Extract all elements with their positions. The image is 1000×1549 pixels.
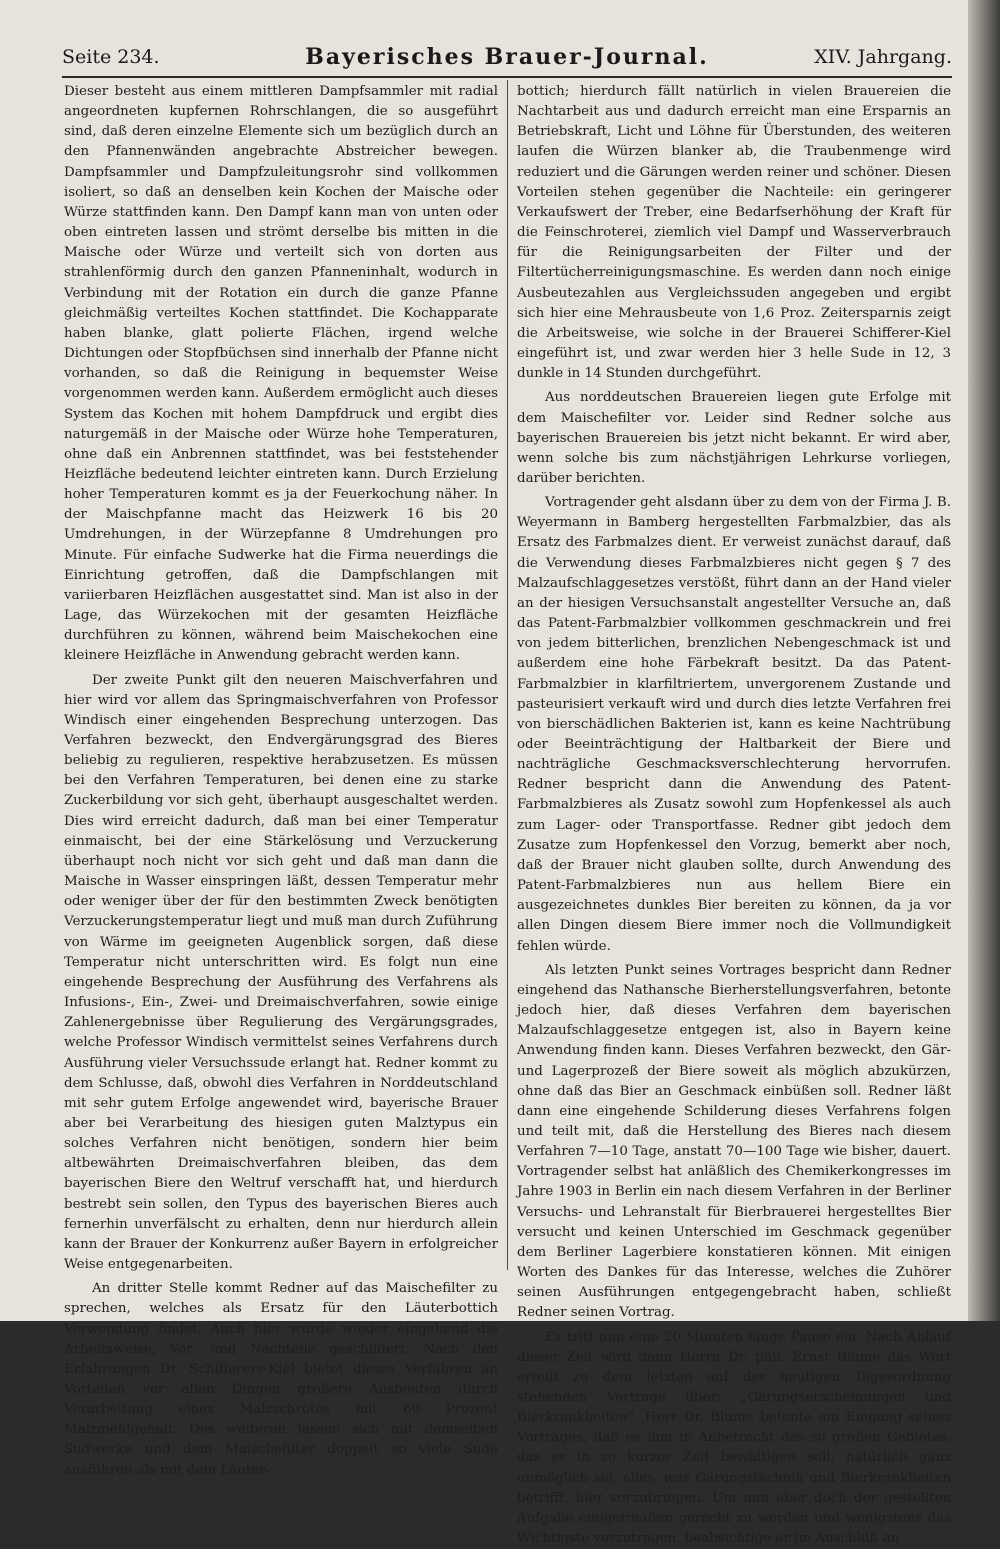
right-column	[517, 82, 951, 1547]
journal-title: Bayerisches Brauer-Journal.	[305, 44, 709, 70]
paragraph: Als letzten Punkt seines Vortrages bespricht dann Redner eingehend das Nathansche Bierherstellungsverfahren, betonte jedoch hier, daß dieses Verfahren dem bayerischen Malzaufschlaggesetze entgegen ist, also in Bayern keine Anwendung finden kann. Dieses Verfahren bezweckt, den Gär- und Lagerprozeß der Biere soweit als möglich abzukürzen, ohne daß das Bier an Geschmack einbüßen soll. Redner läßt dann eine eingehende Schilderung dieses Verfahrens folgen und teilt mit, daß die Herstellung des Bieres nach diesem Verfahren 7—10 Tage, anstatt 70—100 Tage wie bisher, dauert. Vortragender selbst hat anläßlich des Chemikerkongresses im Jahre 1903 in Berlin ein nach diesem Verfahren in der Berliner Versuchs- und Lehranstalt für Bierbrauerei hergestelltes Bier versucht und keinen Unterschied im Geschmack gegenüber dem Berliner Lagerbiere konstatieren können. Mit einigen Worten des Dankes für das Interesse, welches die Zuhörer seinen Ausführungen entgegengebracht haben, schließt Redner seinen Vortrag.	[517, 962, 951, 1321]
paragraph: Vortragender geht alsdann über zu dem von der Firma J. B. Weyermann in Bamberg hergestellten Farbmalzbier, das als Ersatz des Farbmalzes dient. Er verweist zunächst darauf, daß die Verwendung dieses Farbmalzbieres nicht gegen § 7 des Malzaufschlaggesetzes verstößt, führt dann an der Hand vieler an der hiesigen Versuchsanstalt angestellter Versuche an, daß das Patent-Farbmalzbier vollkommen geschmackrein und frei von jedem bitterlichen, brenzlichen Nebengeschmack ist und außerdem eine hohe Färbekraft besitzt. Da das Patent-Farbmalzbier in klarfiltriertem, unvergorenem Zustande und pasteurisiert verkauft wird und durch dies letzte Verfahren frei von bierschädlichen Bakterien ist, kann es keine Nachtrübung oder Beeinträchtigung der Haltbarkeit der Biere und nachträgliche Geschmacksverschlechterung hervorrufen. Redner bespricht dann die Anwendung des Patent-Farbmalzbieres als Zusatz sowohl zum Hopfenkessel als auch zum Lager- oder Transportfasse. Redner gibt jedoch dem Zusatze zum Hopfenkessel den Vorzug, bemerkt aber noch, daß der Brauer nicht glauben sollte, durch Anwendung des Patent-Farbmalzbieres nun aus hellem Biere ein ausgezeichnetes dunkles Bier bereiten zu können, da ja vor allen Dingen diesem Biere immer noch die Vollmundigkeit fehlen würde.	[517, 495, 951, 954]
paragraph: Der zweite Punkt gilt den neueren Maischverfahren und hier wird vor allem das Springmaischverfahren von Professor Windisch einer eingehenden Besprechung unterzogen. Das Verfahren bezweckt, den Endvergärungsgrad des Bieres beliebig zu regulieren, respektive herabzusetzen. Es müssen bei den Verfahren Temperaturen, bei denen eine zu starke Zuckerbildung vor sich geht, überhaupt ausgeschaltet werden. Dies wird erreicht dadurch, daß man bei einer Temperatur einmaischt, bei der eine Stärkelösung und Verzuckerung überhaupt noch nicht vor sich geht und daß man dann die Maische in Wasser einspringen läßt, dessen Temperatur mehr oder weniger über der für den bestimmten Zweck benötigten Verzuckerungstemperatur liegt und muß man durch Zuführung von Wärme im geeigneten Augenblick sorgen, daß diese Temperatur nicht unterschritten wird. Es folgt nun eine eingehende Besprechung der Ausführung des Verfahrens als Infusions-, Ein-, Zwei- und Dreimaischverfahren, sowie einige Zahlenergebnisse über Regulierung des Vergärungsgrades, welche Professor Windisch vermittelst seines Verfahrens durch Ausführung vieler Versuchssude erlangt hat. Redner kommt zu dem Schlusse, daß, obwohl dies Verfahren in Norddeutschland mit sehr gutem Erfolge angewendet wird, bayerische Brauer aber bei Verarbeitung des hiesigen guten Malztypus ein solches Verfahren nicht benötigen, sondern hier beim altbewährten Dreimaischverfahren bleiben, das dem bayerischen Biere den Weltruf verschafft hat, und hierdurch bestrebt sein sollen, den Typus des bayerischen Bieres auch fernerhin unverfälscht zu erhalten, denn nur hierdurch allein kann der Brauer der Konkurrenz außer Bayern in erfolgreicher Weise entgegenarbeiten.	[64, 672, 498, 1273]
book-binding-edge	[968, 0, 1000, 1321]
paragraph: Dieser besteht aus einem mittleren Dampfsammler mit radial angeordneten kupfernen Rohrschlangen, die so ausgeführt sind, daß deren einzelne Elemente sich um bezüglich durch an den Pfannenwänden angebrachte Abstreicher bewegen. Dampfsammler und Dampfzuleitungsrohr sind vollkommen isoliert, so daß an denselben kein Kochen der Maische oder Würze stattfinden kann. Den Dampf kann man von unten oder oben eintreten lassen und strömt derselbe bis mitten in die Maische oder Würze und verteilt sich von dorten aus strahlenförmig durch den ganzen Pfanneninhalt, wodurch in Verbindung mit der Rotation ein durch die ganze Pfanne gleichmäßig verteiltes Kochen stattfindet. Die Kochapparate haben blanke, glatt polierte Flächen, irgend welche Dichtungen oder Stopfbüchsen sind innerhalb der Pfanne nicht vorhanden, so daß die Reinigung in bequemster Weise vorgenommen werden kann. Außerdem ermöglicht auch dieses System das Kochen mit hohem Dampfdruck und ergibt dies naturgemäß in der Maische oder Würze hohe Temperaturen, ohne daß ein Anbrennen stattfindet, was bei feststehender Heizfläche bedeutend leichter eintreten kann. Durch Erzielung hoher Temperaturen kommt es ja der Feuerkochung näher. In der Maischpfanne macht das Heizwerk 16 bis 20 Umdrehungen, in der Würzepfanne 8 Umdrehungen pro Minute. Für einfache Sudwerke hat die Firma neuerdings die Einrichtung getroffen, daß die Dampfschlangen mit variierbaren Heizflächen ausgestattet sind. Man ist also in der Lage, das Würzekochen mit der gesamten Heizfläche durchführen zu können, während beim Maischekochen eine kleinere Heizfläche in Anwendung gebracht werden kann.	[64, 84, 498, 664]
column-divider	[507, 80, 508, 1270]
paragraph: Aus norddeutschen Brauereien liegen gute Erfolge mit dem Maischefilter vor. Leider sind Redner solche aus bayerischen Brauereien bis jetzt nicht bekannt. Er wird aber, wenn solche bis zum nächstjährigen Lehrkurse vorliegen, darüber berichten.	[517, 390, 951, 486]
volume-label: XIV. Jahrgang.	[814, 46, 952, 68]
paragraph: bottich; hierdurch fällt natürlich in vielen Brauereien die Nachtarbeit aus und dadurch erreicht man eine Ersparnis an Betriebskraft, Licht und Löhne für Überstunden, des weiteren laufen die Würzen blanker ab, die Traubenmenge wird reduziert und die Gärungen werden reiner und schöner. Diesen Vorteilen stehen gegenüber die Nachteile: ein geringerer Verkaufswert der Treber, eine Bedarfserhöhung der Kraft für die Feinschroterei, ziemlich viel Dampf und Wasserverbrauch für die Reinigungsarbeiten der Filter und der Filtertücherreinigungsmaschine. Es werden dann noch einige Ausbeutezahlen aus Vergleichssuden angegeben und ergibt sich hier eine Mehrausbeute von 1,6 Proz. Zeitersparnis zeigt die Arbeitsweise, wie solche in der Brauerei Schifferer-Kiel eingeführt ist, und zwar werden hier 3 helle Sude in 12, 3 dunkle in 14 Stunden durchgeführt.	[517, 84, 951, 382]
page-header	[62, 44, 952, 78]
paragraph: An dritter Stelle kommt Redner auf das Maischefilter zu sprechen, welches als Ersatz für den Läuterbottich Verwendung findet. Auch hier wurde wieder eingehend die Arbeitsweise, Vor- und Nachteile geschildert. Nach den Erfahrungen Dr. Schifferers-Kiel bietet dieses Verfahren an Vorteilen vor allen Dingen größere Ausbeuten durch Verarbeitung eines Malzschrotes mit 60 Prozent Malzmehlgehalt. Des weiteren lassen sich mit demselben Sudwerke und dem Maischefilter doppelt so viele Sude ausführen als mit dem Läuter-	[64, 1281, 498, 1478]
left-column	[64, 82, 498, 1478]
paragraph: Es tritt nun eine 20 Minuten lange Pause ein. Nach Ablauf dieser Zeit wird dann Herrn Dr. phil. Ernst Blume das Wort erteilt zu dem letzten auf der heutigen Tagesordnung stehenden Vortrage über: „Gärungserscheinungen und Bierkrankheiten“. Herr Dr. Blume betonte am Eingang seines Vortrages, daß es ihm in Anbetracht des so großen Gebietes, das er in so kurzer Zeit bewältigen soll, natürlich ganz unmöglich sei, alles, was Gärungstechnik und Bierkrankheiten betrifft, hier vorzubringen. Um nun aber doch der gestellten Aufgabe einigermaßen gerecht zu werden und wenigstens das Wichtigste vorzutragen, beabsichtige er im Anschluß an	[517, 1329, 951, 1547]
page-number: Seite 234.	[62, 46, 160, 68]
header-rule	[62, 76, 952, 78]
